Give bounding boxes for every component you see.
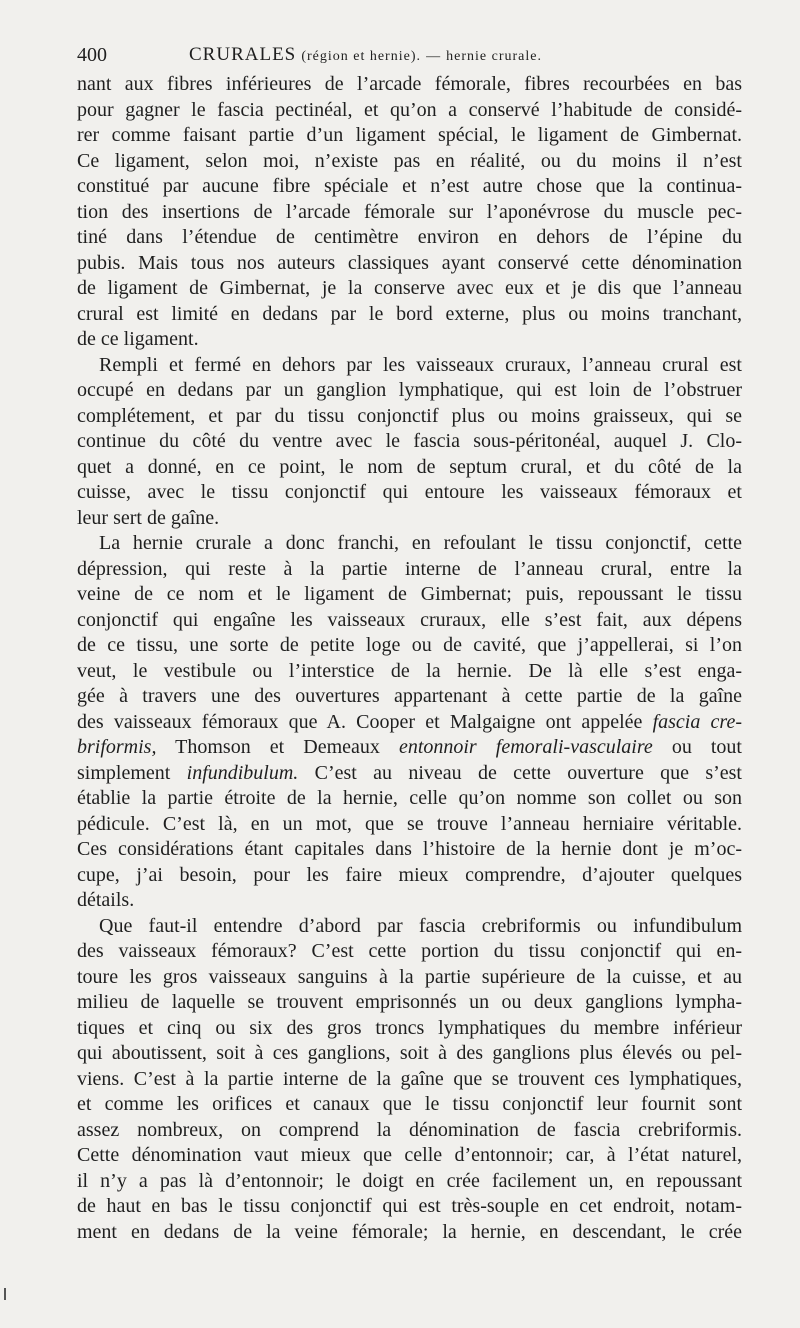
text-line: occupé en dedans par un ganglion lymphatique, qui est loin de l’obstruer	[77, 379, 742, 401]
text-line: ment en dedans de la veine fémorale; la hernie, en descendant, le crée	[77, 1220, 742, 1243]
running-header	[77, 40, 742, 70]
page-number: 400	[77, 44, 107, 66]
text-line: pour gagner le fascia pectinéal, et qu’on a conservé l’habitude de considé-	[77, 98, 742, 121]
margin-mark	[4, 1288, 6, 1300]
text-line: de ligament de Gimbernat, je la conserve avec eux et je dis que l’anneau	[77, 277, 742, 299]
text-line: et comme les orifices et canaux que le tissu conjonctif leur fournit sont	[77, 1093, 742, 1115]
text-line: des vaisseaux fémoraux? C’est cette portion du tissu conjonctif qui en-	[77, 940, 742, 962]
running-title	[189, 40, 542, 72]
text-line	[77, 761, 742, 787]
body-text	[77, 72, 742, 1245]
italic-term: infundibulum.	[186, 761, 299, 784]
text-line: qui aboutissent, soit à ces ganglions, soit à des ganglions plus élevés ou pel-	[77, 1042, 742, 1064]
text-line	[77, 735, 742, 761]
text-line: Ces considérations étant capitales dans l’histoire de la hernie dont je m’oc-	[77, 838, 742, 860]
text-line: gée à travers une des ouvertures appartenant à cette partie de la gaîne	[77, 685, 742, 707]
text-line: veut, le vestibule ou l’interstice de la hernie. De là elle s’est enga-	[77, 659, 742, 682]
running-title-section: hernie crurale.	[446, 49, 542, 64]
text-line: Cette dénomination vaut mieux que celle d’entonnoir; car, à l’état naturel,	[77, 1144, 742, 1166]
text-run: Thomson et Demeaux	[156, 736, 399, 758]
text-line: Rempli et fermé en dehors par les vaisseaux cruraux, l’anneau crural est	[99, 353, 742, 376]
text-run: ou tout	[652, 736, 742, 758]
text-line: de ce tissu, une sorte de petite loge ou de cavité, que j’appellerai, si l’on	[77, 634, 742, 656]
text-line: assez nombreux, on comprend la dénomination de fascia crebriformis.	[77, 1118, 742, 1141]
text-line: de ce ligament.	[77, 328, 199, 350]
running-title-dash: —	[426, 49, 442, 64]
text-line: conjonctif qui engaîne les vaisseaux cruraux, elle s’est fait, aux dépens	[77, 608, 742, 631]
text-line	[77, 710, 742, 736]
text-line: tiques et cinq ou six des gros troncs lymphatiques du membre inférieur	[77, 1016, 742, 1039]
text-line: constitué par aucune fibre spéciale et n’est autre chose que la continua-	[77, 175, 742, 197]
text-run: C’est au niveau de cette ouverture que s’est	[298, 761, 742, 784]
text-line: toure les gros vaisseaux sanguins à la partie supérieure de la cuisse, et au	[77, 965, 742, 988]
text-line: leur sert de gaîne.	[77, 506, 220, 529]
text-line: Que faut-il entendre d’abord par fascia crebriformis ou infundibulum	[99, 914, 742, 937]
text-line: veine de ce nom et le ligament de Gimbernat; puis, repoussant le tissu	[77, 583, 742, 605]
running-title-main: CRURALES	[189, 44, 297, 65]
text-line: rer comme faisant partie d’un ligament spécial, le ligament de Gimbernat.	[77, 124, 742, 146]
text-line: pubis. Mais tous nos auteurs classiques ayant conservé cette dénomination	[77, 251, 742, 274]
text-line: pédicule. C’est là, en un mot, que se trouve l’anneau herniaire véritable.	[77, 812, 742, 835]
italic-term: fascia cre-	[652, 710, 742, 733]
text-line: cuisse, avec le tissu conjonctif qui entoure les vaisseaux fémoraux et	[77, 481, 742, 503]
text-line: crural est limité en dedans par le bord externe, plus ou moins tranchant,	[77, 302, 742, 325]
text-line: détails.	[77, 889, 135, 911]
text-line: cupe, j’ai besoin, pour les faire mieux comprendre, d’ajouter quelques	[77, 863, 742, 886]
text-line: dépression, qui reste à la partie interne de l’anneau crural, entre la	[77, 557, 742, 580]
running-title-paren: (région et hernie).	[301, 49, 421, 64]
italic-term: briformis,	[77, 736, 157, 758]
text-line: milieu de laquelle se trouvent emprisonnés un ou deux ganglions lympha-	[77, 991, 742, 1013]
text-line: de haut en bas le tissu conjonctif qui est très-souple en cet endroit, notam-	[77, 1195, 742, 1217]
text-line: La hernie crurale a donc franchi, en refoulant le tissu conjonctif, cette	[99, 532, 742, 554]
text-line: il n’y a pas là d’entonnoir; le doigt en crée facilement un, en repoussant	[77, 1169, 742, 1192]
text-line: continue du côté du ventre avec le fascia sous-péritonéal, auquel J. Clo-	[77, 430, 742, 452]
text-run: simplement	[77, 761, 187, 784]
text-line: établie la partie étroite de la hernie, celle qu’on nomme son collet ou son	[77, 787, 742, 809]
text-line: quet a donné, en ce point, le nom de septum crural, et du côté de la	[77, 455, 742, 478]
italic-term: entonnoir femorali-vasculaire	[398, 736, 653, 758]
text-line: tiné dans l’étendue de centimètre environ en dehors de l’épine du	[77, 226, 742, 248]
text-line: viens. C’est à la partie interne de la gaîne que se trouvent ces lymphatiques,	[77, 1067, 742, 1090]
text-line: nant aux fibres inférieures de l’arcade fémorale, fibres recourbées en bas	[77, 73, 742, 95]
text-run: des vaisseaux fémoraux que A. Cooper et Malgaigne ont appelée	[77, 710, 653, 733]
text-line: Ce ligament, selon moi, n’existe pas en réalité, ou du moins il n’est	[77, 149, 742, 172]
text-line: tion des insertions de l’arcade fémorale sur l’aponévrose du muscle pec-	[77, 200, 742, 223]
text-line: complétement, et par du tissu conjonctif plus ou moins graisseux, qui se	[77, 404, 742, 427]
